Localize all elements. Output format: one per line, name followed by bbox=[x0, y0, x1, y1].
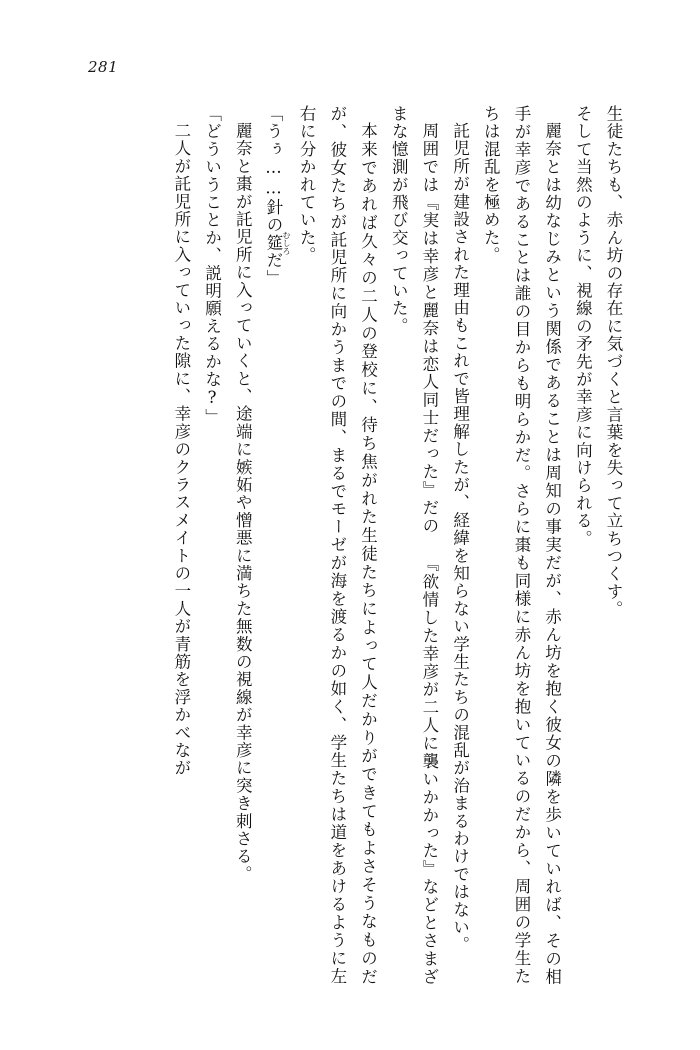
paragraph: 本来であれば久々の二人の登校に、待ち焦がれた生徒たちによって人だかりができてもよさそうなものだが、彼女たちが託児所に向かうまでの間、まるでモーゼが海を渡るかの如く、学生たちは道をあけるように左右に分かれていた。 bbox=[297, 105, 378, 985]
ruby-base: 筵 bbox=[263, 230, 283, 255]
paragraph: 二人が託児所に入っていった隙に、幸彦のクラスメイトの一人が青筋を浮かべなが bbox=[171, 121, 191, 777]
page-body bbox=[68, 105, 628, 985]
paragraph: 託児所が建設された理由もこれで皆理解したが、経緯を知らない学生たちの混乱が治まるわけではない。 bbox=[450, 121, 470, 954]
paragraph: 麗奈とは幼なじみという関係であることは周知の事実だが、赤ん坊を抱く彼女の隣を歩いていれば、その相手が幸彦であることは誰の目からも明らかだ。さらに棗も同様に赤ん坊を抱いているのだから、周囲の学生たちは混乱を極めた。 bbox=[481, 105, 562, 985]
paragraph: 周囲では『実は幸彦と麗奈は恋人同士だった』だの 『欲情した幸彦が二人に襲いかかった』などとさまざまな憶測が飛び交っていた。 bbox=[389, 105, 439, 985]
ruby-reading: むしろ bbox=[281, 230, 291, 255]
paragraph: 麗奈と棗が託児所に入っていくと、途端に嫉妬や憎悪に満ちた無数の視線が幸彦に突き刺さる。 bbox=[233, 121, 253, 883]
dialogue-text-after-ruby: だ」 bbox=[263, 251, 283, 288]
paragraph: そして当然のように、視線の矛先が幸彦に向けられる。 bbox=[573, 105, 593, 548]
paragraph: 生徒たちも、赤ん坊の存在に気づくと言葉を失って立ちつくす。 bbox=[604, 105, 623, 619]
paragraph-dialogue bbox=[257, 105, 290, 985]
dialogue-text-before-ruby: 「うぅ……針の bbox=[263, 105, 283, 234]
paragraph-dialogue: 「どういうことか、説明願えるかな?」 bbox=[202, 105, 222, 427]
page-number: 281 bbox=[88, 58, 119, 76]
ruby-musiro bbox=[263, 230, 291, 255]
